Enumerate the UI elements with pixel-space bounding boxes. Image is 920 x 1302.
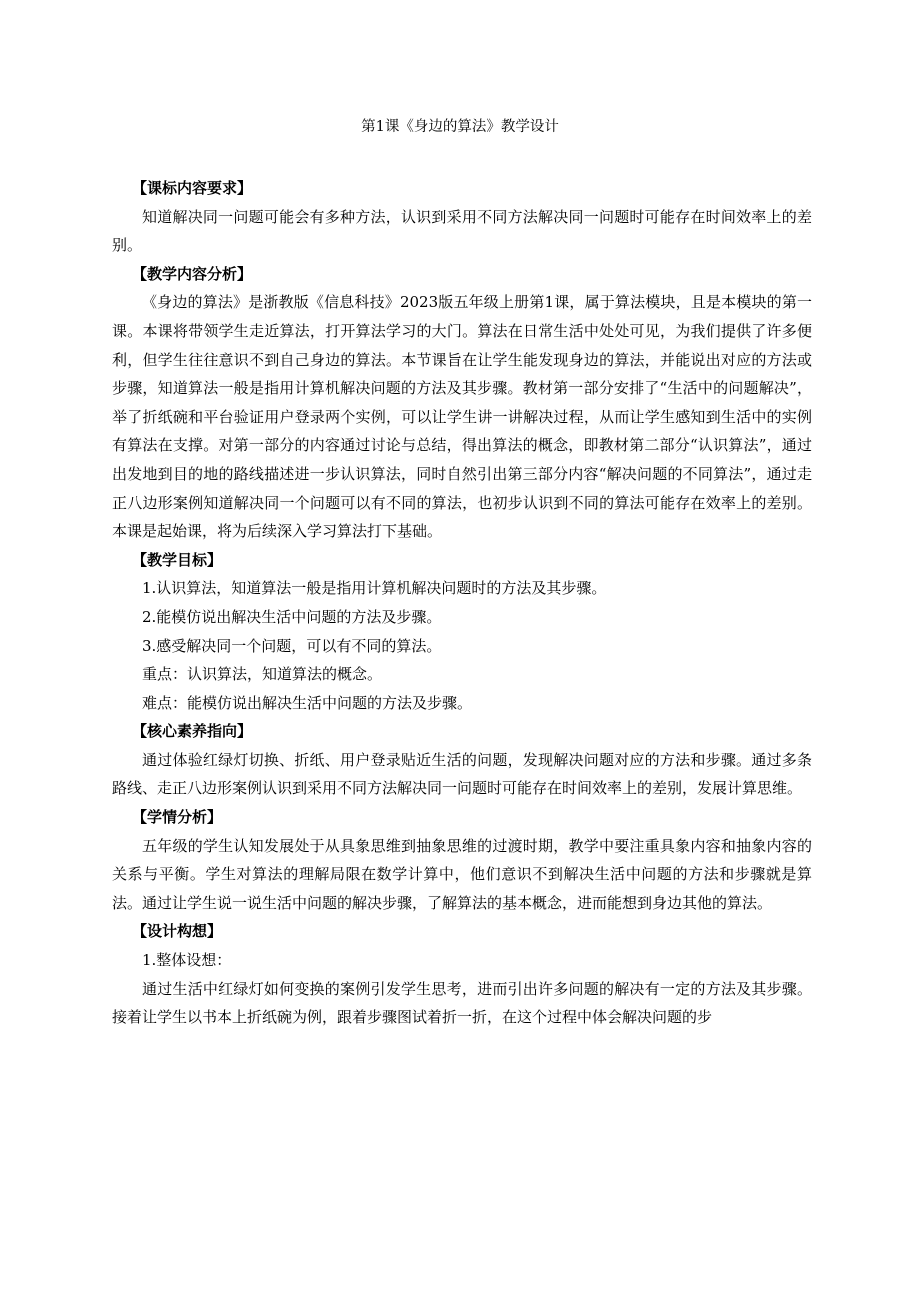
key-point: 重点：认识算法，知道算法的概念。 [142,665,383,684]
document-body [112,174,812,1032]
curriculum-paragraph: 知道解决同一问题可能会有多种方法，认识到采用不同方法解决同一问题时可能存在时间效率上的差别。 [112,207,812,255]
section-heading-objectives: 【教学目标】 [132,550,223,569]
section-heading-design: 【设计构想】 [132,922,223,941]
content-analysis-paragraph: 《身边的算法》是浙教版《信息科技》2023版五年级上册第1课，属于算法模块，且是本模块的第一课。本课将带领学生走近算法，打开算法学习的大门。算法在日常生活中处处可见，为我们提供了许多便利，但学生往往意识不到自己身边的算法。本节课旨在让学生能发现身边的算法，并能说出对应的方法或步骤，知道算法一般是指用计算机解决问题的方法及其步骤。教材第一部分安排了“生活中的问题解决”，举了折纸碗和平台验证用户登录两个实例，可以让学生讲一讲解决过程，从而让学生感知到生活中的实例有算法在支撑。对第一部分的内容通过讨论与总结，得出算法的概念，即教材第二部分“认识算法”，通过出发地到目的地的路线描述进一步认识算法，同时自然引出第三部分内容“解决问题的不同算法”，通过走正八边形案例知道解决同一个问题可以有不同的算法，也初步认识到不同的算法可能存在效率上的差别。本课是起始课，将为后续深入学习算法打下基础。 [112,293,812,541]
section-heading-learner-analysis: 【学情分析】 [132,808,223,827]
section-heading-curriculum: 【课标内容要求】 [132,179,253,197]
difficult-point: 难点：能模仿说出解决生活中问题的方法及步骤。 [142,693,473,712]
section-heading-content-analysis: 【教学内容分析】 [132,264,253,283]
learner-analysis-paragraph: 五年级的学生认知发展处于从具象思维到抽象思维的过渡时期，教学中要注重具象内容和抽象内容的关系与平衡。学生对算法的理解局限在数学计算中，他们意识不到解决生活中问题的方法和步骤就是算法。通过让学生说一说生活中问题的解决步骤，了解算法的基本概念，进而能想到身边其他的算法。 [112,836,812,912]
page-title: 第1课《身边的算法》教学设计 [361,119,559,135]
objective-item: 1.认识算法，知道算法一般是指用计算机解决问题时的方法及其步骤。 [142,579,607,598]
literacy-paragraph: 通过体验红绿灯切换、折纸、用户登录贴近生活的问题，发现解决问题对应的方法和步骤。通过多条路线、走正八边形案例认识到采用不同方法解决同一问题时可能存在时间效率上的差别，发展计算思维。 [112,750,812,798]
section-heading-literacy: 【核心素养指向】 [132,722,253,741]
objective-item: 3.感受解决同一个问题，可以有不同的算法。 [142,636,442,655]
design-subheading: 1.整体设想： [142,951,232,970]
design-paragraph: 通过生活中红绿灯如何变换的案例引发学生思考，进而引出许多问题的解决有一定的方法及其步骤。接着让学生以书本上折纸碗为例，跟着步骤图试着折一折，在这个过程中体会解决问题的步 [112,979,812,1027]
objective-item: 2.能模仿说出解决生活中问题的方法及步骤。 [142,607,442,626]
